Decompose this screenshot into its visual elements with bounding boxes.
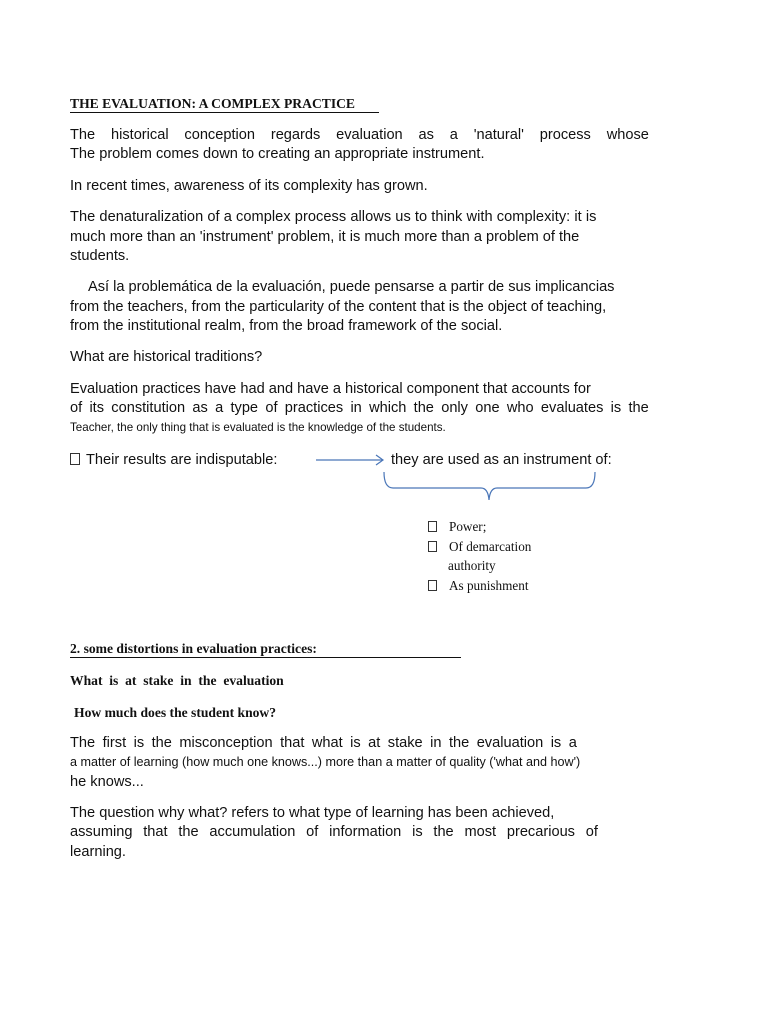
curly-brace-icon (381, 470, 599, 504)
word: the (628, 400, 649, 416)
word: that (143, 824, 168, 840)
word: most (464, 824, 497, 840)
paragraph-6-line-1: Evaluation practices have had and have a historical component that accounts for (70, 381, 591, 397)
word: practices (284, 400, 344, 416)
word: information (329, 824, 402, 840)
word: a (568, 735, 577, 751)
word: in (430, 735, 442, 751)
word: is (350, 735, 361, 751)
word: which (369, 400, 407, 416)
word: a (449, 127, 458, 143)
word: at (368, 735, 381, 751)
paragraph-1-line-2: The problem comes down to creating an appropriate instrument. (70, 146, 485, 162)
list-item-punishment: As punishment (428, 576, 529, 595)
word: evaluation (476, 735, 544, 751)
word: first (102, 735, 127, 751)
word: as (192, 400, 208, 416)
word: of (265, 400, 278, 416)
word: accumulation (209, 824, 296, 840)
paragraph-3-line-2: much more than an 'instrument' problem, it is much more than a problem of the (70, 229, 580, 245)
word: is (412, 824, 423, 840)
word: The (70, 127, 96, 143)
word: conception (184, 127, 255, 143)
word: its (89, 400, 105, 416)
paragraph-3-line-1: The denaturalization of a complex process allows us to think with complexity: it is (70, 209, 597, 225)
word: is (550, 735, 562, 751)
word: one (475, 400, 500, 416)
word: the (151, 735, 172, 751)
section-2-heading: 2. some distortions in evaluation practices: (70, 639, 461, 658)
paragraph-3-line-3: students. (70, 248, 130, 264)
word: assuming (70, 824, 133, 840)
paragraph-6-line-3: Teacher, the only thing that is evaluated is the knowledge of the students. (70, 421, 446, 434)
word: evaluates (540, 400, 604, 416)
word: the (413, 400, 434, 416)
word: who (506, 400, 534, 416)
word: historical (110, 127, 169, 143)
word: the (433, 824, 454, 840)
paragraph-7-line-1 (70, 734, 577, 753)
checkbox-bullet-icon (70, 453, 80, 465)
word: what (311, 735, 343, 751)
word: as (418, 127, 434, 143)
word: is (610, 400, 622, 416)
results-left: Their results are indisputable: (70, 451, 277, 470)
paragraph-7-line-3: he knows... (70, 774, 144, 790)
paragraph-4-line-1: Así la problemática de la evaluación, puede pensarse a partir de sus implicancias (88, 279, 615, 295)
word: 'natural' (473, 127, 524, 143)
word: the (448, 735, 470, 751)
word: evaluation (336, 127, 403, 143)
checkbox-bullet-icon (428, 580, 437, 591)
word: whose (606, 127, 649, 143)
word: misconception (179, 735, 273, 751)
paragraph-4-line-3: from the institutional realm, from the broad framework of the social. (70, 318, 503, 334)
paragraph-8-line-3: learning. (70, 844, 126, 860)
word: is (133, 735, 145, 751)
word: stake (387, 735, 423, 751)
paragraph-8-line-2 (70, 823, 598, 842)
paragraph-4-line-2: from the teachers, from the particularity of the content that is the object of teaching, (70, 299, 607, 315)
paragraph-8-line-1: The question why what? refers to what type of learning has been achieved, (70, 805, 555, 821)
paragraph-2: In recent times, awareness of its complexity has grown. (70, 178, 428, 194)
word: regards (270, 127, 321, 143)
paragraph-7-line-2: a matter of learning (how much one knows...) more than a matter of quality ('what and how') (70, 755, 581, 769)
paragraph-1-line-1 (70, 126, 649, 145)
section-2-question-2: How much does the student know? (74, 705, 277, 720)
word: constitution (111, 400, 186, 416)
checkbox-bullet-icon (428, 541, 437, 552)
word: of (306, 824, 319, 840)
word: in (350, 400, 362, 416)
word: of (585, 824, 598, 840)
section-2-question-1: What is at stake in the evaluation (70, 673, 284, 688)
word: that (280, 735, 305, 751)
word: of (70, 400, 83, 416)
word: a (215, 400, 224, 416)
word: The (70, 735, 96, 751)
document-title: THE EVALUATION: A COMPLEX PRACTICE (70, 94, 379, 113)
word: the (178, 824, 199, 840)
word: type (230, 400, 259, 416)
word: only (441, 400, 468, 416)
paragraph-6-line-2 (70, 399, 649, 418)
results-right: they are used as an instrument of: (391, 452, 612, 468)
word: precarious (506, 824, 575, 840)
word: process (539, 127, 591, 143)
list-item-power: Power; (428, 517, 486, 536)
right-arrow-icon (315, 452, 387, 468)
list-item-authority: authority (448, 558, 496, 573)
list-item-demarcation: Of demarcation (428, 537, 531, 556)
checkbox-bullet-icon (428, 521, 437, 532)
paragraph-5: What are historical traditions? (70, 349, 263, 365)
